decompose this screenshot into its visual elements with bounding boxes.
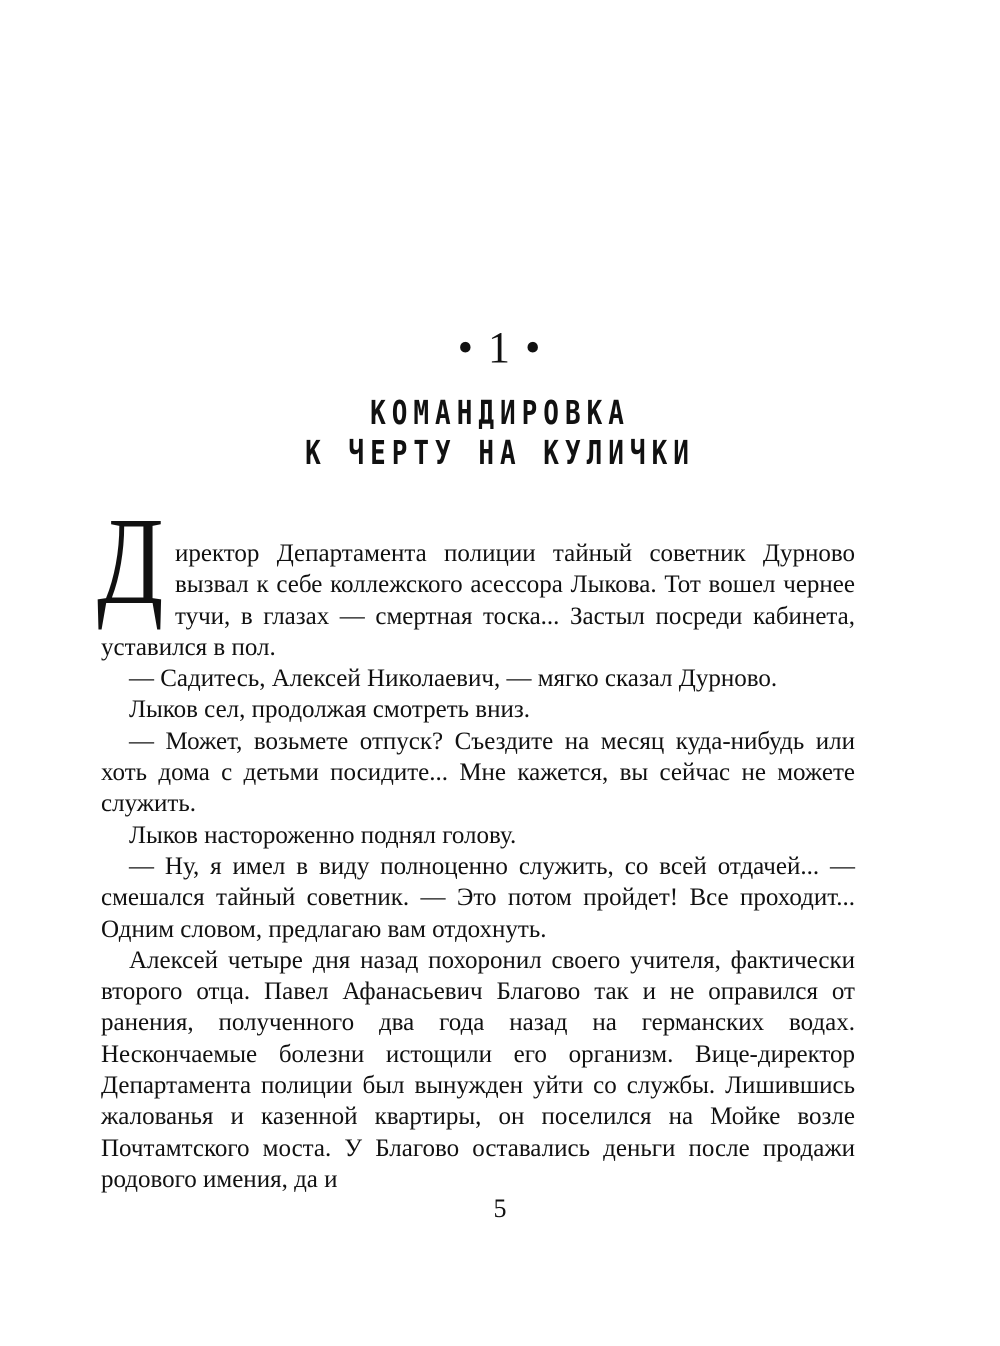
drop-cap: Д: [97, 493, 164, 631]
paragraph: Лыков сел, продолжая смотреть вниз.: [129, 696, 530, 724]
chapter-number: • 1 •: [457, 323, 543, 372]
body-text: [97, 493, 855, 1195]
paragraph: — Садитесь, Алексей Николаевич, — мягко сказал Дурново.: [129, 665, 778, 693]
paragraph: — Ну, я имел в виду полноценно служить, со всей отдачей... — смешался тайный советник. — Это потом пройдет! Все проходит... Одним словом, предлагаю вам отдохнуть.: [101, 852, 855, 943]
paragraph: Директор Департамента полиции тайный советник Дурново вызвал к себе коллежского асессора Лыкова. Тот вошел чернее тучи, в глазах — смертная тоска... Застыл посреди кабинета, уставился в пол.: [97, 493, 855, 661]
chapter-title-line-2: К ЧЕРТУ НА КУЛИЧКИ: [305, 435, 695, 473]
chapter-title-line-1: КОМАНДИРОВКА: [370, 395, 630, 433]
paragraph: Алексей четыре дня назад похоронил своего учителя, фактически второго отца. Павел Афанасьевич Благово так и не оправился от ранения, полученного два года назад на германских водах. Нескончаемые болезни истощили его организм. Вице-директор Департамента полиции был вынужден уйти со службы. Лишившись жалованья и казенной квартиры, он поселился на Мойке возле Почтамтского моста. У Благово оставались деньги после продажи родового имения, да и: [101, 946, 855, 1193]
paragraph: Лыков настороженно поднял голову.: [129, 821, 517, 849]
page-number: 5: [493, 1194, 507, 1223]
paragraph: — Может, возьмете отпуск? Съездите на месяц куда-нибудь или хоть дома с детьми посидите... Мне кажется, вы сейчас не можете служить.: [101, 727, 855, 818]
